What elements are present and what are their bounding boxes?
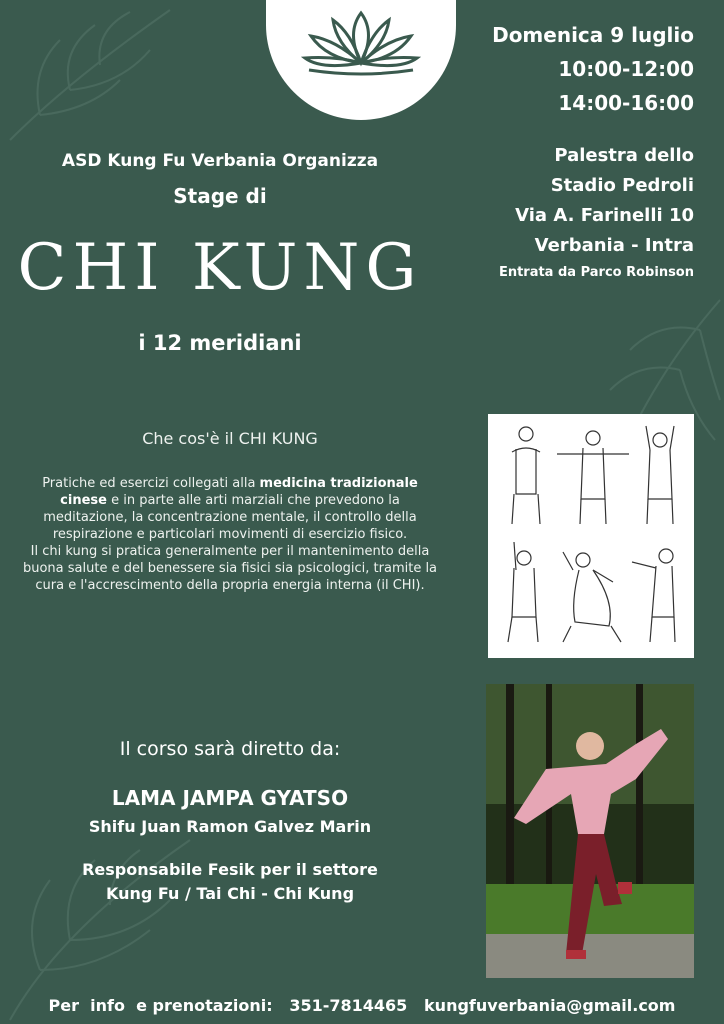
teacher-alias: Shifu Juan Ramon Galvez Marin bbox=[88, 817, 372, 836]
footer-label: Per info e prenotazioni: bbox=[48, 996, 273, 1015]
venue-line: Via A. Farinelli 10 bbox=[515, 205, 694, 226]
organizer-text: ASD Kung Fu Verbania Organizza bbox=[61, 151, 379, 171]
venue-block bbox=[394, 141, 694, 285]
description-intro: Pratiche ed esercizi collegati alla bbox=[42, 476, 260, 491]
email-address[interactable]: kungfuverbania@gmail.com bbox=[424, 996, 676, 1015]
master-photo bbox=[486, 684, 694, 978]
schedule-block bbox=[434, 18, 694, 120]
description-bold: medicina tradizionale cinese bbox=[60, 476, 418, 508]
venue-line: Verbania - Intra bbox=[534, 235, 694, 256]
teacher-name: LAMA JAMPA GYATSO bbox=[111, 786, 349, 810]
venue-line: Stadio Pedroli bbox=[550, 175, 694, 196]
main-title: CHI KUNG bbox=[17, 231, 423, 305]
figure-4 bbox=[508, 542, 538, 642]
figure-2 bbox=[557, 431, 629, 524]
description-second: Il chi kung si pratica generalmente per il mantenimento della buona salute e del benessere sia fisici sia psicologici, tramite la cura e l'accrescimento della propria energia interna (il CHI). bbox=[22, 544, 438, 593]
exercise-figures-image bbox=[488, 414, 694, 658]
teacher-role: Kung Fu / Tai Chi - Chi Kung bbox=[105, 884, 355, 903]
description-rest: e in parte alle arti marziali che prevedono la meditazione, la concentrazione mentale, il controllo della respirazione e particolari movimenti di esercizio fisico. bbox=[43, 493, 417, 542]
lotus-icon bbox=[301, 8, 421, 78]
description bbox=[18, 475, 442, 594]
subtitle: i 12 meridiani bbox=[138, 331, 302, 355]
info-heading: Che cos'è il CHI KUNG bbox=[142, 429, 318, 448]
figure-6 bbox=[632, 549, 675, 642]
event-date: Domenica 9 luglio bbox=[492, 23, 694, 47]
figure-5 bbox=[563, 552, 621, 642]
phone-number[interactable]: 351-7814465 bbox=[289, 996, 408, 1015]
course-heading: Il corso sarà diretto da: bbox=[119, 738, 341, 760]
stage-label: Stage di bbox=[173, 184, 267, 208]
lotus-badge bbox=[266, 0, 456, 120]
figure-3 bbox=[646, 426, 674, 524]
venue-entrance: Entrata da Parco Robinson bbox=[498, 265, 694, 280]
leaf-icon bbox=[0, 0, 180, 150]
figure-1 bbox=[512, 427, 540, 524]
afternoon-time: 14:00-16:00 bbox=[558, 91, 694, 115]
venue-line: Palestra dello bbox=[554, 145, 694, 166]
teacher-role: Responsabile Fesik per il settore bbox=[82, 860, 378, 879]
morning-time: 10:00-12:00 bbox=[558, 57, 694, 81]
footer-contact bbox=[0, 996, 724, 1015]
